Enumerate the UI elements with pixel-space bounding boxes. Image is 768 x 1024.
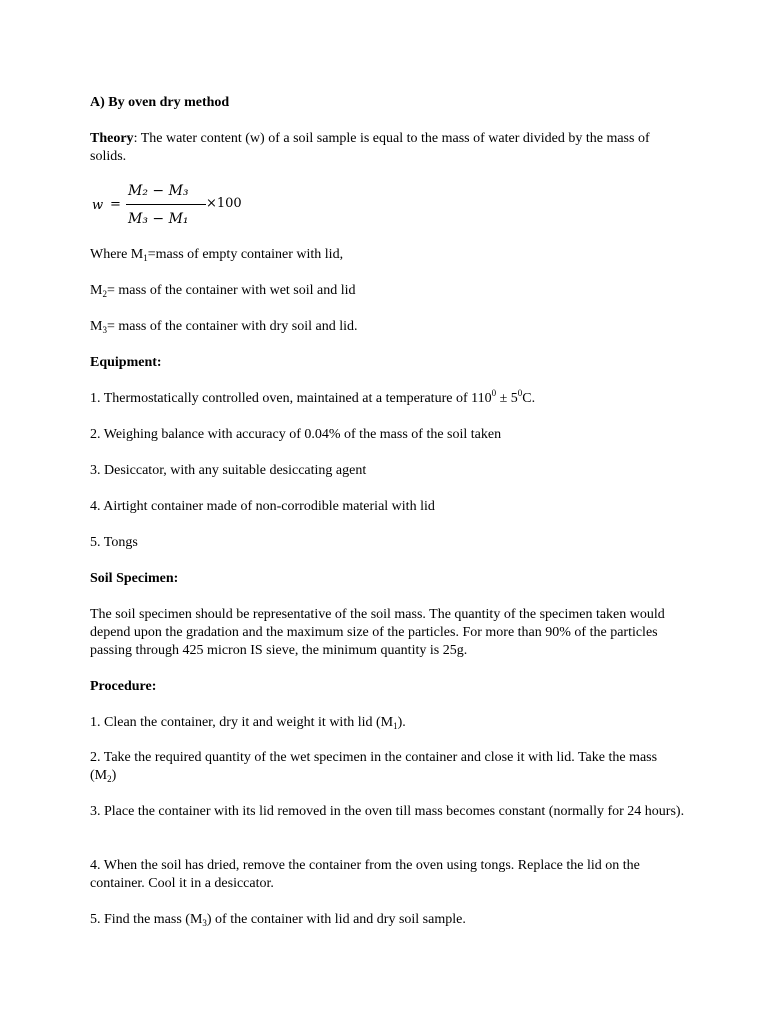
procedure-step-3: 3. Place the container with its lid removed in the oven till mass becomes constant (normally for 24 hours). xyxy=(90,804,685,819)
definition-m2 xyxy=(90,282,356,300)
definition-m3-text: = mass of the container with dry soil and lid. xyxy=(106,319,358,334)
procedure-heading: Procedure: xyxy=(90,679,157,694)
specimen-paragraph: The soil specimen should be representative of the soil mass. The quantity of the specimen taken would depend upon the gradation and the maximum size of the particles. For more than 90% of the particles passing through 425 micron IS sieve, the minimum quantity is 25g. xyxy=(90,607,665,658)
procedure-step-5-sub: 3 xyxy=(202,918,207,928)
definition-m1 xyxy=(90,246,343,264)
equipment-item-1-unit: C. xyxy=(522,391,536,406)
procedure-step-5-end: ) of the container with lid and dry soil sample. xyxy=(206,912,466,927)
section-heading: A) By oven dry method xyxy=(90,95,230,110)
equipment-item-1-text: 1. Thermostatically controlled oven, maintained at a temperature of 110 xyxy=(90,391,492,406)
degree-sup: 0 xyxy=(517,388,523,398)
definition-m3-sub: 3 xyxy=(102,325,107,335)
procedure-step-2-end: ) xyxy=(111,768,117,783)
formula-equals: = xyxy=(110,197,121,212)
definition-m1-sub: 1 xyxy=(143,253,148,263)
specimen-heading: Soil Specimen: xyxy=(90,571,179,586)
water-content-formula xyxy=(90,184,260,228)
definition-m3 xyxy=(90,318,357,336)
procedure-step-1-sub: 1 xyxy=(393,721,398,731)
formula-lhs: w xyxy=(92,198,104,213)
equipment-item-1-tolerance: ± 5 xyxy=(496,391,518,406)
definition-m1-text: =mass of empty container with lid, xyxy=(147,247,344,262)
procedure-step-2 xyxy=(90,749,686,785)
formula-fraction-bar xyxy=(126,204,206,205)
theory-label: Theory xyxy=(90,131,134,146)
equipment-item-4: 4. Airtight container made of non-corrodible material with lid xyxy=(90,499,435,514)
theory-text: : The water content (w) of a soil sample is equal to the mass of water divided by the mass of solids. xyxy=(90,131,650,164)
definition-m3-prefix: M xyxy=(90,319,103,334)
procedure-step-1-text: 1. Clean the container, dry it and weight it with lid (M xyxy=(90,715,394,730)
procedure-step-1-end: ). xyxy=(397,715,406,730)
equipment-item-2: 2. Weighing balance with accuracy of 0.04% of the mass of the soil taken xyxy=(90,427,502,442)
procedure-step-2-sub: 2 xyxy=(107,774,112,784)
equipment-heading: Equipment: xyxy=(90,355,162,370)
formula-denominator: M₃ − M₁ xyxy=(128,211,189,227)
equipment-item-3: 3. Desiccator, with any suitable desiccating agent xyxy=(90,463,367,478)
procedure-step-1 xyxy=(90,714,406,732)
definition-m2-sub: 2 xyxy=(102,289,107,299)
theory-paragraph xyxy=(90,130,686,166)
procedure-step-5-text: 5. Find the mass (M xyxy=(90,912,203,927)
procedure-step-4: 4. When the soil has dried, remove the container from the oven using tongs. Replace the lid on the container. Cool it in a desiccator. xyxy=(90,858,640,891)
definition-m1-prefix: Where M xyxy=(90,247,144,262)
formula-multiplier: ×100 xyxy=(206,196,242,211)
definition-m2-prefix: M xyxy=(90,283,103,298)
equipment-item-5: 5. Tongs xyxy=(90,535,138,550)
equipment-item-1 xyxy=(90,390,535,408)
formula-numerator: M₂ − M₃ xyxy=(128,183,189,199)
degree-sup: 0 xyxy=(491,388,497,398)
procedure-step-2-text: 2. Take the required quantity of the wet specimen in the container and close it with lid. Take the mass (M xyxy=(90,750,658,783)
procedure-step-5 xyxy=(90,911,466,929)
definition-m2-text: = mass of the container with wet soil and lid xyxy=(106,283,356,298)
